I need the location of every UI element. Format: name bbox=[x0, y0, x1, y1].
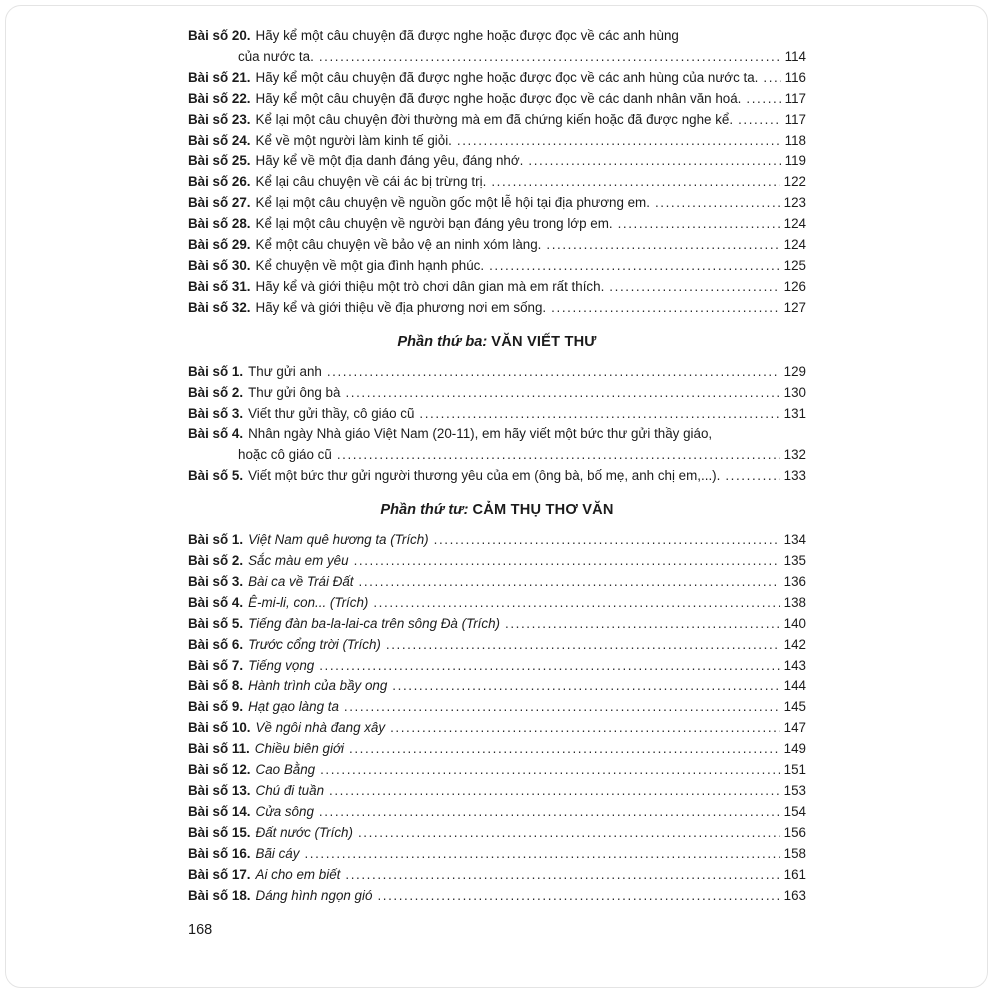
entry-page-number: 158 bbox=[783, 845, 806, 861]
dot-leader bbox=[329, 781, 780, 802]
dot-leader bbox=[746, 89, 780, 110]
entry-title: Thư gửi ông bà bbox=[248, 384, 341, 400]
entry-page-number: 122 bbox=[783, 174, 806, 190]
dot-leader bbox=[763, 68, 780, 89]
entry-title: Kể lại câu chuyện về cái ác bị trừng trị. bbox=[255, 174, 487, 190]
dot-leader bbox=[419, 404, 779, 425]
entry-label: Bài số 24. bbox=[188, 132, 251, 148]
entry-label: Bài số 5. bbox=[188, 468, 244, 484]
toc-entry bbox=[188, 802, 806, 823]
entry-title: Hãy kể và giới thiệu một trò chơi dân gian mà em rất thích. bbox=[255, 278, 605, 294]
entry-title: Viết thư gửi thầy, cô giáo cũ bbox=[248, 405, 415, 421]
entry-label: Bài số 2. bbox=[188, 553, 244, 569]
entry-page-number: 119 bbox=[784, 153, 806, 169]
entry-page-number: 142 bbox=[783, 636, 806, 652]
entry-page-number: 124 bbox=[783, 237, 806, 253]
dot-leader bbox=[434, 530, 780, 551]
toc-entry bbox=[188, 530, 806, 551]
entry-page-number: 133 bbox=[783, 468, 806, 484]
toc-entry bbox=[188, 362, 806, 383]
toc-entry bbox=[188, 131, 806, 152]
entry-label: Bài số 1. bbox=[188, 363, 244, 379]
dot-leader bbox=[345, 865, 779, 886]
entry-page-number: 124 bbox=[783, 216, 806, 232]
dot-leader bbox=[337, 445, 780, 466]
entry-title: Tiếng đàn ba-la-lai-ca trên sông Đà (Trích) bbox=[248, 615, 501, 631]
entry-page-number: 123 bbox=[783, 195, 806, 211]
dot-leader bbox=[359, 572, 780, 593]
dot-leader bbox=[358, 823, 780, 844]
dot-leader bbox=[551, 298, 779, 319]
entry-title: Chiều biên giới bbox=[254, 741, 345, 757]
toc-entry bbox=[188, 739, 806, 760]
entry-label: Bài số 13. bbox=[188, 783, 251, 798]
entry-title: Dáng hình ngọn gió bbox=[255, 887, 373, 903]
toc-entry bbox=[188, 572, 806, 593]
entry-title: Sắc màu em yêu bbox=[248, 553, 349, 569]
section-heading bbox=[188, 332, 806, 352]
entry-title: Thư gửi anh bbox=[248, 363, 322, 379]
dot-leader bbox=[377, 886, 779, 907]
toc-entry bbox=[188, 781, 806, 802]
entry-page-number: 136 bbox=[783, 573, 806, 589]
entry-title: Về ngôi nhà đang xây bbox=[255, 720, 386, 736]
dot-leader bbox=[528, 151, 780, 172]
dot-leader bbox=[319, 802, 780, 823]
dot-leader bbox=[373, 593, 779, 614]
entry-title: Bài ca về Trái Đất bbox=[248, 573, 354, 589]
entry-title: Nhân ngày Nhà giáo Việt Nam (20-11), em hãy viết một bức thư gửi thầy giáo, bbox=[248, 426, 713, 442]
entry-page-number: 117 bbox=[784, 90, 806, 106]
entry-label: Bài số 29. bbox=[188, 237, 251, 253]
entry-title: Ê-mi-li, con... (Trích) bbox=[248, 594, 369, 610]
toc-page bbox=[188, 26, 806, 938]
toc-entry bbox=[188, 593, 806, 614]
entry-page-number: 154 bbox=[783, 803, 806, 819]
section-heading-title: VĂN VIẾT THƯ bbox=[491, 333, 597, 350]
entry-page-number: 127 bbox=[783, 299, 806, 315]
entry-title: Ai cho em biết bbox=[255, 866, 341, 882]
toc-entry bbox=[188, 886, 806, 907]
toc-entry bbox=[188, 193, 806, 214]
dot-leader bbox=[618, 214, 780, 235]
dot-leader bbox=[354, 551, 780, 572]
entry-label: Bài số 4. bbox=[188, 426, 244, 442]
entry-label: Bài số 16. bbox=[188, 845, 251, 861]
toc-entry bbox=[188, 844, 806, 865]
entry-label: Bài số 7. bbox=[188, 657, 244, 673]
toc-entry bbox=[188, 823, 806, 844]
entry-label: Bài số 31. bbox=[188, 278, 251, 294]
entry-title-continued: hoặc cô giáo cũ bbox=[238, 447, 332, 463]
entry-label: Bài số 8. bbox=[188, 678, 244, 694]
entry-label: Bài số 26. bbox=[188, 174, 251, 190]
entry-page-number: 156 bbox=[783, 824, 806, 840]
entry-label: Bài số 25. bbox=[188, 153, 251, 169]
section-heading-intro: Phần thứ tư: bbox=[380, 502, 473, 519]
entry-label: Bài số 22. bbox=[188, 90, 251, 106]
toc-entry bbox=[188, 68, 806, 89]
entry-label: Bài số 20. bbox=[188, 28, 251, 43]
toc-entry bbox=[188, 235, 806, 256]
entry-page-number: 132 bbox=[783, 447, 806, 463]
entry-label: Bài số 14. bbox=[188, 803, 251, 819]
entry-page-number: 153 bbox=[783, 783, 806, 798]
entry-page-number: 135 bbox=[783, 553, 806, 569]
entry-title-continued: của nước ta. bbox=[238, 48, 314, 64]
toc-entry bbox=[188, 656, 806, 677]
entry-title: Kể lại một câu chuyện về người bạn đáng yêu trong lớp em. bbox=[255, 216, 613, 232]
entry-page-number: 145 bbox=[783, 699, 806, 715]
entry-title: Hạt gạo làng ta bbox=[248, 699, 339, 715]
entry-page-number: 129 bbox=[783, 363, 806, 379]
dot-leader bbox=[349, 739, 780, 760]
section-heading bbox=[188, 500, 806, 520]
dot-leader bbox=[345, 383, 779, 404]
entry-label: Bài số 28. bbox=[188, 216, 251, 232]
entry-page-number: 118 bbox=[784, 132, 806, 148]
entry-title: Viết một bức thư gửi người thương yêu của em (ông bà, bố mẹ, anh chị em,...). bbox=[248, 468, 721, 484]
entry-label: Bài số 2. bbox=[188, 384, 244, 400]
toc-entry bbox=[188, 214, 806, 235]
entry-label: Bài số 4. bbox=[188, 594, 244, 610]
dot-leader bbox=[546, 235, 779, 256]
entry-page-number: 144 bbox=[783, 678, 806, 694]
toc-entry bbox=[188, 172, 806, 193]
entry-page-number: 149 bbox=[783, 741, 806, 757]
entry-label: Bài số 3. bbox=[188, 573, 244, 589]
entry-label: Bài số 9. bbox=[188, 699, 244, 715]
section-heading-title: CẢM THỤ THƠ VĂN bbox=[472, 502, 614, 519]
entry-page-number: 114 bbox=[784, 48, 806, 64]
entry-page-number: 126 bbox=[783, 278, 806, 294]
entry-title: Hành trình của bầy ong bbox=[248, 678, 388, 694]
dot-leader bbox=[491, 172, 779, 193]
dot-leader bbox=[655, 193, 780, 214]
dot-leader bbox=[386, 635, 780, 656]
entry-label: Bài số 6. bbox=[188, 636, 244, 652]
entry-title: Kể về một người làm kinh tế giỏi. bbox=[255, 132, 452, 148]
toc-entry bbox=[188, 551, 806, 572]
entry-label: Bài số 32. bbox=[188, 299, 251, 315]
toc-entry bbox=[188, 256, 806, 277]
entry-label: Bài số 17. bbox=[188, 866, 251, 882]
entry-title: Hãy kể một câu chuyện đã được nghe hoặc được đọc về các anh hùng của nước ta. bbox=[255, 69, 759, 85]
section-heading-intro: Phần thứ ba: bbox=[397, 333, 492, 350]
toc-entry bbox=[188, 277, 806, 298]
entry-title: Chú đi tuần bbox=[255, 783, 325, 798]
entry-label: Bài số 15. bbox=[188, 824, 251, 840]
toc-entry bbox=[188, 760, 806, 781]
dot-leader bbox=[320, 760, 780, 781]
dot-leader bbox=[489, 256, 780, 277]
toc-entry bbox=[188, 697, 806, 718]
entry-title: Bãi cáy bbox=[255, 845, 300, 861]
entry-label: Bài số 12. bbox=[188, 762, 251, 778]
entry-label: Bài số 3. bbox=[188, 405, 244, 421]
entry-page-number: 117 bbox=[784, 111, 806, 127]
entry-label: Bài số 1. bbox=[188, 532, 244, 548]
toc-entry bbox=[188, 466, 806, 487]
entry-title: Hãy kể và giới thiệu về địa phương nơi em sống. bbox=[255, 299, 547, 315]
entry-page-number: 143 bbox=[783, 657, 806, 673]
entry-page-number: 161 bbox=[783, 866, 806, 882]
entry-page-number: 131 bbox=[783, 405, 806, 421]
toc-entry-continuation bbox=[188, 445, 806, 466]
entry-title: Hãy kể một câu chuyện đã được nghe hoặc được đọc về các anh hùng bbox=[255, 28, 679, 43]
entry-page-number: 140 bbox=[783, 615, 806, 631]
entry-title: Kể chuyện về một gia đình hạnh phúc. bbox=[255, 257, 485, 273]
entry-page-number: 125 bbox=[783, 257, 806, 273]
entry-label: Bài số 23. bbox=[188, 111, 251, 127]
toc-entry bbox=[188, 151, 806, 172]
toc-entry bbox=[188, 865, 806, 886]
toc-entry-continuation bbox=[188, 47, 806, 68]
entry-label: Bài số 21. bbox=[188, 69, 251, 85]
toc-entry bbox=[188, 110, 806, 131]
toc-entry bbox=[188, 89, 806, 110]
toc-entry bbox=[188, 676, 806, 697]
toc bbox=[188, 26, 806, 906]
toc-entry bbox=[188, 404, 806, 425]
entry-page-number: 116 bbox=[784, 69, 806, 85]
toc-entry bbox=[188, 635, 806, 656]
toc-entry bbox=[188, 383, 806, 404]
toc-entry bbox=[188, 298, 806, 319]
entry-label: Bài số 27. bbox=[188, 195, 251, 211]
dot-leader bbox=[457, 131, 781, 152]
entry-title: Kể lại một câu chuyện về nguồn gốc một lễ hội tại địa phương em. bbox=[255, 195, 650, 211]
dot-leader bbox=[327, 362, 780, 383]
dot-leader bbox=[319, 656, 779, 677]
entry-page-number: 134 bbox=[783, 532, 806, 548]
toc-entry bbox=[188, 718, 806, 739]
dot-leader bbox=[725, 466, 779, 487]
entry-title: Việt Nam quê hương ta (Trích) bbox=[248, 532, 429, 548]
entry-title: Kể lại một câu chuyện đời thường mà em đã chứng kiến hoặc đã được nghe kể. bbox=[255, 111, 734, 127]
dot-leader bbox=[609, 277, 779, 298]
dot-leader bbox=[304, 844, 779, 865]
toc-entry bbox=[188, 614, 806, 635]
dot-leader bbox=[390, 718, 780, 739]
entry-title: Kể một câu chuyện về bảo vệ an ninh xóm làng. bbox=[255, 237, 542, 253]
entry-page-number: 130 bbox=[783, 384, 806, 400]
entry-title: Cao Bằng bbox=[255, 762, 316, 778]
entry-page-number: 151 bbox=[783, 762, 806, 778]
entry-label: Bài số 10. bbox=[188, 720, 251, 736]
entry-title: Trước cổng trời (Trích) bbox=[248, 636, 381, 652]
entry-title: Đất nước (Trích) bbox=[255, 824, 353, 840]
entry-label: Bài số 5. bbox=[188, 615, 244, 631]
entry-page-number: 147 bbox=[783, 720, 806, 736]
dot-leader bbox=[738, 110, 781, 131]
entry-label: Bài số 18. bbox=[188, 887, 251, 903]
dot-leader bbox=[392, 676, 779, 697]
entry-page-number: 138 bbox=[783, 594, 806, 610]
entry-title: Hãy kể về một địa danh đáng yêu, đáng nhớ. bbox=[255, 153, 524, 169]
entry-title: Cửa sông bbox=[255, 803, 314, 819]
toc-entry bbox=[188, 26, 806, 47]
entry-title: Tiếng vọng bbox=[248, 657, 315, 673]
entry-page-number: 163 bbox=[783, 887, 806, 903]
dot-leader bbox=[319, 47, 781, 68]
toc-entry bbox=[188, 424, 806, 445]
entry-label: Bài số 30. bbox=[188, 257, 251, 273]
page-number: 168 bbox=[188, 922, 213, 939]
entry-title: Hãy kể một câu chuyện đã được nghe hoặc được đọc về các danh nhân văn hoá. bbox=[255, 90, 742, 106]
dot-leader bbox=[344, 697, 780, 718]
entry-label: Bài số 11. bbox=[188, 741, 250, 757]
dot-leader bbox=[505, 614, 780, 635]
